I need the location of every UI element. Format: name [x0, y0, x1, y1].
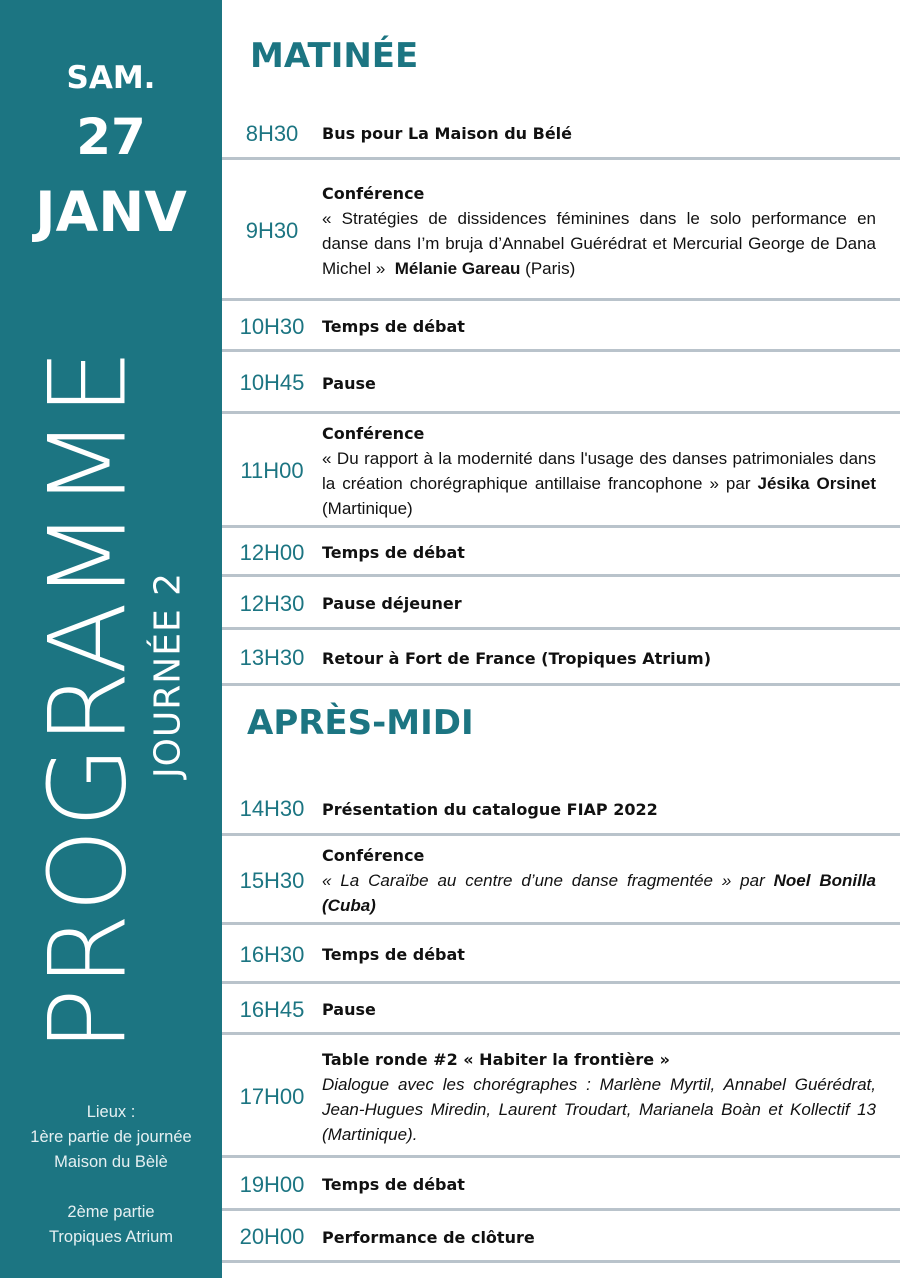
row-time: 17H00: [239, 1083, 305, 1109]
journee-subtitle: JOURNÉE 2: [147, 571, 189, 779]
row-label: Conférence: [322, 183, 425, 203]
schedule-row: [222, 577, 900, 630]
venues-info: [0, 1100, 222, 1250]
schedule-row: [222, 1211, 900, 1263]
row-label: Retour à Fort de France (Tropiques Atrium): [322, 648, 712, 668]
row-label: Temps de débat: [322, 317, 465, 336]
row-description: « Du rapport à la modernité dans l'usage des danses patrimoniales dans la création chorégraphique antillaise francophone » par Jésika Orsinet (Martinique): [322, 449, 876, 518]
row-label: Pause: [322, 373, 376, 393]
month-label: JANV: [35, 180, 187, 244]
day-label: SAM.: [66, 60, 156, 96]
row-label: Bus pour La Maison du Bélé: [322, 124, 573, 143]
row-label: Table ronde #2 « Habiter la frontière »: [322, 1049, 670, 1069]
schedule-row: [222, 984, 900, 1035]
row-description: « La Caraïbe au centre d’une danse fragmentée » par Noel Bonilla (Cuba): [322, 871, 876, 915]
row-time: 16H30: [239, 941, 305, 967]
row-label: Pause déjeuner: [322, 594, 462, 613]
venue-part1-label: 1ère partie de journée: [30, 1128, 192, 1146]
row-label: Pause: [322, 1000, 376, 1019]
venue-part1-place: Maison du Bèlè: [54, 1153, 168, 1171]
date-number: 27: [76, 108, 146, 166]
schedule-row: [222, 1158, 900, 1211]
schedule-row: [222, 352, 900, 414]
row-time: 11H00: [240, 458, 304, 483]
speaker-name: Noel Bonilla (Cuba): [322, 871, 876, 915]
morning-title: MATINÉE: [250, 36, 419, 76]
vertical-titles: [0, 0, 222, 1278]
sidebar: [0, 0, 222, 1278]
row-time: 8H30: [245, 120, 299, 146]
schedule-row: [222, 782, 900, 836]
speaker-name: Jésika Orsinet: [757, 474, 876, 493]
row-label: Temps de débat: [322, 945, 465, 964]
afternoon-title: APRÈS-MIDI: [247, 703, 474, 743]
speaker-name: Mélanie Gareau: [394, 258, 521, 278]
schedule-row: [222, 414, 900, 528]
row-label: Temps de débat: [322, 1175, 465, 1194]
row-time: 9H30: [245, 217, 299, 243]
row-label: Temps de débat: [322, 543, 465, 562]
programme-title: PROGRAMME: [26, 348, 150, 1052]
speaker-place: (Martinique): [322, 499, 413, 518]
row-label: Présentation du catalogue FIAP 2022: [322, 799, 658, 819]
row-label: Performance de clôture: [322, 1227, 535, 1247]
row-description: « Stratégies de dissidences féminines dans le solo performance en danse dans I’m bruja d’Annabel Guérédrat et Mercurial George de Dana Michel » Mélanie Gareau (Paris): [322, 208, 876, 278]
row-label: Conférence: [322, 424, 425, 443]
row-description: Dialogue avec les chorégraphes : Marlène Myrtil, Annabel Guérédrat, Jean-Hugues Miredin, Laurent Troudart, Marianela Boàn et Kollectif 13 (Martinique).: [322, 1074, 876, 1144]
row-time: 12H00: [239, 539, 305, 565]
row-time: 14H30: [239, 796, 305, 821]
schedule-row: [222, 107, 900, 160]
row-time: 16H45: [239, 996, 305, 1022]
schedule-row: [222, 630, 900, 686]
row-time: 10H45: [239, 370, 305, 395]
venues-label: Lieux :: [86, 1103, 136, 1121]
row-time: 20H00: [239, 1224, 305, 1249]
schedule-row: [222, 925, 900, 984]
row-time: 13H30: [239, 645, 305, 670]
row-label: Conférence: [322, 846, 425, 865]
row-time: 12H30: [239, 590, 305, 616]
venue-part2-place: Tropiques Atrium: [48, 1228, 174, 1246]
row-time: 19H00: [239, 1171, 305, 1197]
schedule-row: [222, 301, 900, 352]
schedule-row: [222, 160, 900, 301]
schedule-row: [222, 836, 900, 925]
venue-part2-label: 2ème partie: [67, 1203, 155, 1221]
row-time: 10H30: [239, 313, 305, 339]
row-time: 15H30: [239, 867, 305, 893]
schedule-row: [222, 528, 900, 577]
schedule-row: [222, 1035, 900, 1158]
speaker-place: (Paris): [525, 258, 576, 278]
